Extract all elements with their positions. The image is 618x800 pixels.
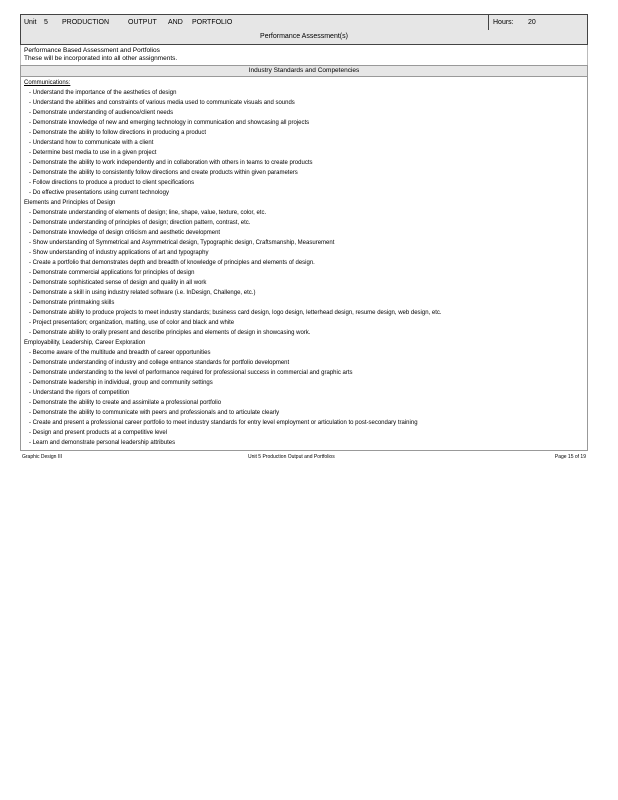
intro-line-2: These will be incorporated into all other assignments. xyxy=(24,55,178,62)
list-item: - Learn and demonstrate personal leadership attributes xyxy=(29,440,176,446)
list-item: - Create a portfolio that demonstrates depth and breadth of knowledge of principles and elements of design. xyxy=(29,260,315,266)
section-title-communications: Communications: xyxy=(24,80,71,86)
list-item: - Demonstrate leadership in individual, group and community settings xyxy=(29,380,213,386)
list-item: - Design and present products at a competitive level xyxy=(29,430,168,436)
assessment-intro xyxy=(20,45,588,65)
list-item: - Demonstrate sophisticated sense of design and quality in all work xyxy=(29,280,207,286)
list-item: - Understand the abilities and constraints of various media used to communicate visuals and sounds xyxy=(29,100,295,106)
competencies-list xyxy=(20,77,588,451)
list-item: - Demonstrate understanding of elements of design; line, shape, value, texture, color, etc. xyxy=(29,210,267,216)
list-item: - Demonstrate ability to produce projects to meet industry standards; business card design, logo design, letterhead design, resume design, web design, etc. xyxy=(29,310,442,316)
list-item: - Demonstrate the ability to create and assimilate a professional portfolio xyxy=(29,400,222,406)
unit-title-word-4: PORTFOLIO xyxy=(192,19,233,26)
list-item: - Determine best media to use in a given project xyxy=(29,150,157,156)
unit-title-word-3: AND xyxy=(168,19,183,26)
list-item: - Demonstrate understanding of audience/client needs xyxy=(29,110,174,116)
list-item: - Project presentation; organization, matting, use of color and black and white xyxy=(29,320,235,326)
list-item: - Demonstrate the ability to work independently and in collaboration with others in teams to create products xyxy=(29,160,313,166)
unit-title-word-2: OUTPUT xyxy=(128,19,157,26)
list-item: - Demonstrate knowledge of design criticism and aesthetic development xyxy=(29,230,221,236)
footer-course: Graphic Design III xyxy=(22,454,63,460)
list-item: - Demonstrate knowledge of new and emerging technology in communication and showcasing all projects xyxy=(29,120,310,126)
list-item: - Do effective presentations using current technology xyxy=(29,190,169,196)
hours-label: Hours: xyxy=(493,19,514,26)
list-item: - Understand the rigors of competition xyxy=(29,390,130,396)
assessment-subtitle: Performance Assessment(s) xyxy=(260,33,348,40)
list-item: - Understand how to communicate with a client xyxy=(29,140,154,146)
unit-label: Unit xyxy=(24,19,37,26)
list-item: - Follow directions to produce a product to client specifications xyxy=(29,180,195,186)
list-item: - Create and present a professional career portfolio to meet industry standards for entry level employment or articulation to post-secondary training xyxy=(29,420,418,426)
page-footer xyxy=(22,453,586,462)
list-item: - Demonstrate the ability to communicate with peers and professionals and to articulate clearly xyxy=(29,410,280,416)
list-item: - Become aware of the multitude and breadth of career opportunities xyxy=(29,350,211,356)
list-item: - Show understanding of industry applications of art and typography xyxy=(29,250,209,256)
list-item: - Demonstrate commercial applications for principles of design xyxy=(29,270,195,276)
standards-bar: Industry Standards and Competencies xyxy=(20,65,588,77)
unit-title-word-1: PRODUCTION xyxy=(62,19,110,26)
footer-unit: Unit 5 Production Output and Portfolios xyxy=(248,454,335,460)
list-item: - Demonstrate ability to orally present and describe principles and elements of design in showcasing work. xyxy=(29,330,311,336)
lesson-document xyxy=(20,14,588,451)
list-item: - Demonstrate understanding to the level of performance required for professional success in commercial and graphic arts xyxy=(29,370,353,376)
list-item: - Demonstrate the ability to follow directions in producing a product xyxy=(29,130,207,136)
footer-page-number: Page 15 of 19 xyxy=(554,454,586,460)
section-title-design: Elements and Principles of Design xyxy=(24,200,116,206)
list-item: - Demonstrate the ability to consistently follow directions and create products within given parameters xyxy=(29,170,298,176)
list-item: - Demonstrate understanding of industry and college entrance standards for portfolio development xyxy=(29,360,290,366)
list-item: - Show understanding of Symmetrical and Asymmetrical design, Typographic design, Craftsmanship, Measurement xyxy=(29,240,335,246)
section-title-employability: Employability, Leadership, Career Exploration xyxy=(24,340,146,346)
list-item: - Demonstrate printmaking skills xyxy=(29,300,115,306)
hours-value: 20 xyxy=(528,19,536,26)
intro-line-1: Performance Based Assessment and Portfolios xyxy=(24,47,160,54)
unit-header xyxy=(20,14,588,45)
header-divider xyxy=(488,15,489,30)
list-item: - Demonstrate understanding of principles of design; direction pattern, contrast, etc. xyxy=(29,220,251,226)
unit-number: 5 xyxy=(44,19,48,26)
list-item: - Demonstrate a skill in using industry related software (i.e. InDesign, Challenge, etc.) xyxy=(29,290,256,296)
list-item: - Understand the importance of the aesthetics of design xyxy=(29,90,177,96)
